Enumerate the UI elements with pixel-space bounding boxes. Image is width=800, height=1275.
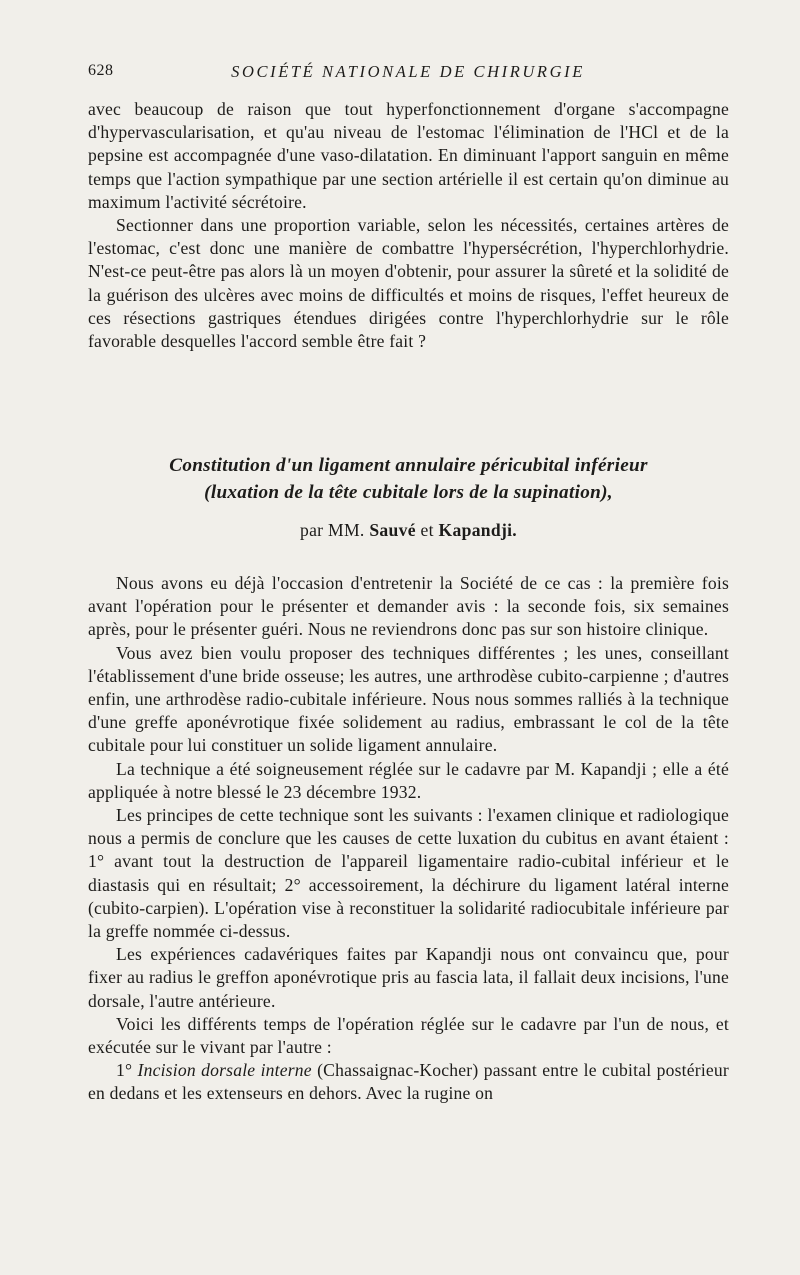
- step-lead: Incision dorsale interne: [137, 1060, 312, 1081]
- paragraph-numbered-step: [88, 1059, 729, 1105]
- running-title: SOCIÉTÉ NATIONALE DE CHIRURGIE: [231, 62, 585, 81]
- paragraph: Les principes de cette technique sont les suivants : l'examen clinique et radiologique nous a permis de conclure que les causes de cette luxation du cubitus en avant étaient : 1° avant tout la destruction de l'appareil ligamentaire radio-cubital inférieur et le diastasis qui en résultait; 2° accessoirement, la déchirure du ligament latéral interne (cubito-carpien). L'opération vise à reconstituer la solidarité radiocubitale inférieure par la greffe nommée ci-dessus.: [88, 805, 729, 942]
- article-title-line-1: Constitution d'un ligament annulaire péricubital inférieur: [169, 455, 648, 476]
- authors-prefix: par MM.: [299, 520, 365, 540]
- authors-conjunction: et: [420, 520, 434, 540]
- running-header: [88, 62, 728, 86]
- article-authors: [88, 520, 729, 541]
- article-title: [88, 452, 729, 506]
- paragraph: Sectionner dans une proportion variable, selon les nécessités, certaines artères de l'estomac, c'est donc une manière de combattre l'hypersécrétion, l'hyperchlorhydrie. N'est-ce peut-être pas alors là un moyen d'obtenir, pour assurer la sûreté et la solidité de la guérison des ulcères avec moins de difficultés et moins de risques, l'effet heureux de ces résections gastriques étendues dirigées contre l'hyperchlorhydrie sur le rôle favorable desquelles l'accord semble être fait ?: [88, 215, 729, 352]
- paragraph: La technique a été soigneusement réglée sur le cadavre par M. Kapandji ; elle a été appliquée à notre blessé le 23 décembre 1932.: [88, 758, 729, 802]
- paragraph: Nous avons eu déjà l'occasion d'entretenir la Société de ce cas : la première fois avant l'opération pour le présenter et demander avis : la seconde fois, six semaines après, pour le présenter guéri. Nous ne reviendrons donc pas sur son histoire clinique.: [88, 573, 729, 640]
- paragraph: Vous avez bien voulu proposer des techniques différentes ; les unes, conseillant l'établissement d'une bride osseuse; les autres, une arthrodèse cubito-carpienne ; d'autres enfin, une arthrodèse radio-cubitale inférieure. Nous nous sommes ralliés à la technique d'une greffe aponévrotique fixée solidement au radius, embrassant le col de la tête cubitale pour lui constituer un solide ligament annulaire.: [88, 642, 729, 756]
- author-name: Kapandji.: [438, 520, 518, 540]
- author-name: Sauvé: [369, 520, 416, 540]
- step-text: (Chassaignac-Kocher) passant entre le cubital postérieur en dedans et les extenseurs en dehors. Avec la rugine on: [88, 1060, 729, 1104]
- paragraph: avec beaucoup de raison que tout hyperfonctionnement d'organe s'accompagne d'hypervascularisation, et qu'au niveau de l'estomac l'élimination de l'HCl et de la pepsine est accompagnée d'une vaso-dilatation. En diminuant l'apport sanguin en même temps que l'action sympathique par une section artérielle il est certain qu'on diminue au maximum l'activité sécrétoire.: [88, 99, 729, 212]
- paragraph: Les expériences cadavériques faites par Kapandji nous ont convaincu que, pour fixer au radius le greffon aponévrotique pris au fascia lata, il fallait deux incisions, l'une dorsale, l'autre antérieure.: [88, 944, 729, 1011]
- step-number: 1°: [116, 1060, 133, 1081]
- article-title-line-2: (luxation de la tête cubitale lors de la supination),: [204, 482, 613, 503]
- page-number: 628: [88, 62, 114, 79]
- article-body: [88, 572, 729, 1106]
- paragraph: Voici les différents temps de l'opération réglée sur le cadavre par l'un de nous, et exécutée sur le vivant par l'autre :: [88, 1013, 729, 1058]
- preceding-article-text: [88, 98, 729, 353]
